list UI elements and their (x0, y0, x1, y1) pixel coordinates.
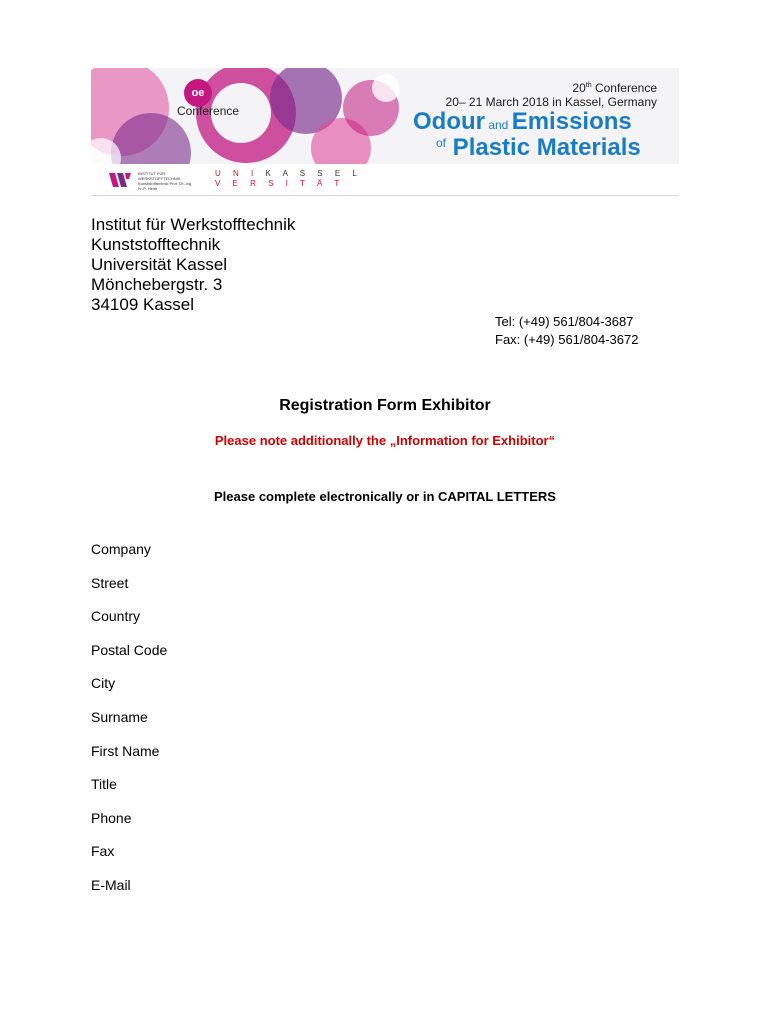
field-label-email: E-Mail (91, 876, 131, 893)
address-line: Institut für Werkstofftechnik (91, 215, 296, 234)
field-label-surname: Surname (91, 708, 148, 725)
contact-block (495, 313, 638, 349)
field-label-fax: Fax (91, 843, 115, 860)
conference-edition: 20th Conference (572, 81, 657, 95)
conference-date-location: 20– 21 March 2018 in Kassel, Germany (445, 95, 657, 109)
fax-number: Fax: (+49) 561/804-3672 (495, 332, 639, 347)
field-label-country: Country (91, 608, 141, 625)
exhibitor-info-note: Please note additionally the „Information for Exhibitor“ (214, 433, 556, 448)
field-label-city: City (91, 675, 116, 692)
ifw-logo-text: INSTITUT FÜR WERKSTOFFTECHNIK Kunststofftechnik Prof. Dr.-Ing. H.-P. Heim (138, 171, 193, 191)
address-line: Mönchebergstr. 3 (91, 275, 223, 294)
conference-title-line2: $^{of}$ Plastic Materials (436, 134, 641, 161)
field-label-title: Title (91, 776, 117, 793)
ifw-logo-icon (109, 171, 133, 189)
oe-conference-label: Conference (177, 104, 240, 118)
conference-title-line1: Odour and Emissions (413, 108, 632, 135)
address-line: Universität Kassel (91, 255, 228, 274)
completion-instruction: Please complete electronically or in CAPITAL LETTERS (214, 489, 556, 504)
field-label-phone: Phone (91, 809, 132, 826)
oe-logo-badge: oe (184, 79, 212, 107)
uni-kassel-logo: U N I K A S S E L V E R S I T Ä T (215, 169, 362, 188)
field-label-street: Street (91, 574, 129, 591)
form-fields (91, 539, 167, 909)
conference-banner (91, 68, 679, 164)
address-block (91, 215, 295, 315)
field-label-postal-code: Postal Code (91, 641, 168, 658)
institution-logos (91, 165, 679, 196)
address-line: Kunststofftechnik (91, 235, 221, 254)
field-label-company: Company (91, 541, 151, 557)
address-line: 34109 Kassel (91, 295, 195, 314)
phone-number: Tel: (+49) 561/804-3687 (495, 314, 634, 329)
field-label-first-name: First Name (91, 742, 160, 759)
form-title: Registration Form Exhibitor (279, 397, 491, 414)
